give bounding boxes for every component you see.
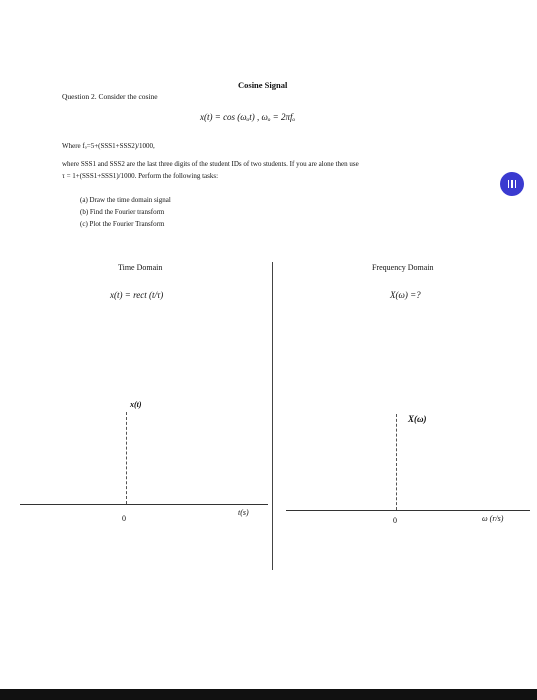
frequency-origin-label: 0 [393,516,397,525]
panel-divider [272,262,273,570]
time-y-axis-label: x(t) [130,400,142,409]
frequency-x-axis-label: ω (r/s) [482,514,504,523]
task-b: (b) Find the Fourier transform [80,208,165,216]
instruction-line-1: where SSS1 and SSS2 are the last three digits of the student IDs of two students. If you are alone then use [62,160,359,168]
frequency-x-axis [286,510,530,511]
time-origin-label: 0 [122,514,126,523]
menu-bars-icon [508,180,517,188]
frequency-y-axis [396,414,397,510]
task-a: (a) Draw the time domain signal [80,196,171,204]
frequency-domain-formula: X(ω) =? [390,290,421,300]
menu-button[interactable] [500,172,524,196]
time-domain-formula: x(t) = rect (t/τ) [110,290,164,300]
instruction-line-2: τ = 1+(SSS1+SSS1)/1000. Perform the following tasks: [62,172,219,180]
time-x-axis [20,504,268,505]
time-domain-heading: Time Domain [118,263,163,272]
time-x-axis-label: t(s) [238,508,249,517]
page-title: Cosine Signal [238,80,288,90]
bottom-bar [0,689,537,700]
time-y-axis [126,412,127,504]
cosine-equation: x(t) = cos (ωₒt) , ωₒ = 2πfₒ [200,112,296,122]
where-line: Where fₒ=5+(SSS1+SSS2)/1000, [62,142,155,150]
frequency-y-axis-label: X(ω) [408,414,427,424]
question-intro: Question 2. Consider the cosine [62,92,158,101]
frequency-domain-heading: Frequency Domain [372,263,434,272]
task-c: (c) Plot the Fourier Transform [80,220,165,228]
